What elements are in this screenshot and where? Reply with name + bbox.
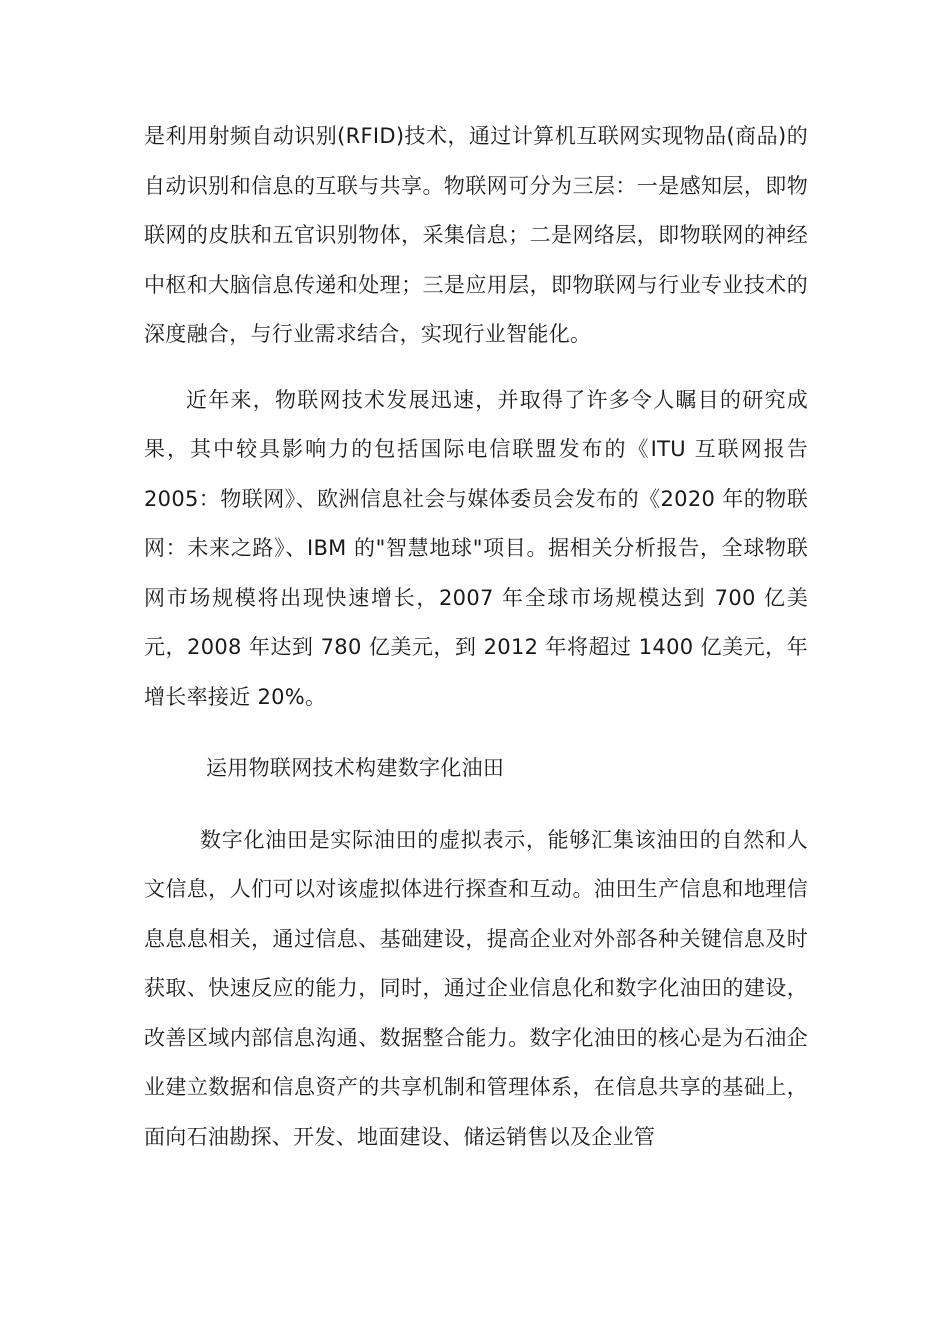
section-heading: 运用物联网技术构建数字化油田 (206, 756, 505, 780)
document-body (144, 112, 808, 1162)
paragraph-iot-research: 近年来，物联网技术发展迅速，并取得了许多令人瞩目的研究成果，其中较具影响力的包括国际电信联盟发布的《ITU 互联网报告 2005：物联网》、欧洲信息社会与媒体委员会发布的《2020 年的物联网：未来之路》、IBM 的"智慧地球"项目。据相关分析报告，全球物联网市场规模将出现快速增长，2007 年全球市场规模达到 700 亿美元，2008 年达到 780 亿美元，到 2012 年将超过 1400 亿美元，年增长率接近 20%。 (144, 387, 808, 709)
paragraph-iot-definition: 是利用射频自动识别(RFID)技术，通过计算机互联网实现物品(商品)的自动识别和信息的互联与共享。物联网可分为三层：一是感知层，即物联网的皮肤和五官识别物体，采集信息；二是网络层，即物联网的神经中枢和大脑信息传递和处理；三是应用层，即物联网与行业专业技术的深度融合，与行业需求结合，实现行业智能化。 (144, 124, 808, 346)
paragraph-digital-oilfield: 数字化油田是实际油田的虚拟表示，能够汇集该油田的自然和人文信息，人们可以对该虚拟体进行探查和互动。油田生产信息和地理信息息息相关，通过信息、基础建设，提高企业对外部各种关键信息及时获取、快速反应的能力，同时，通过企业信息化和数字化油田的建设，改善区域内部信息沟通、数据整合能力。数字化油田的核心是为石油企业建立数据和信息资产的共享机制和管理体系，在信息共享的基础上，面向石油勘探、开发、地面建设、储运销售以及企业管 (144, 827, 808, 1149)
